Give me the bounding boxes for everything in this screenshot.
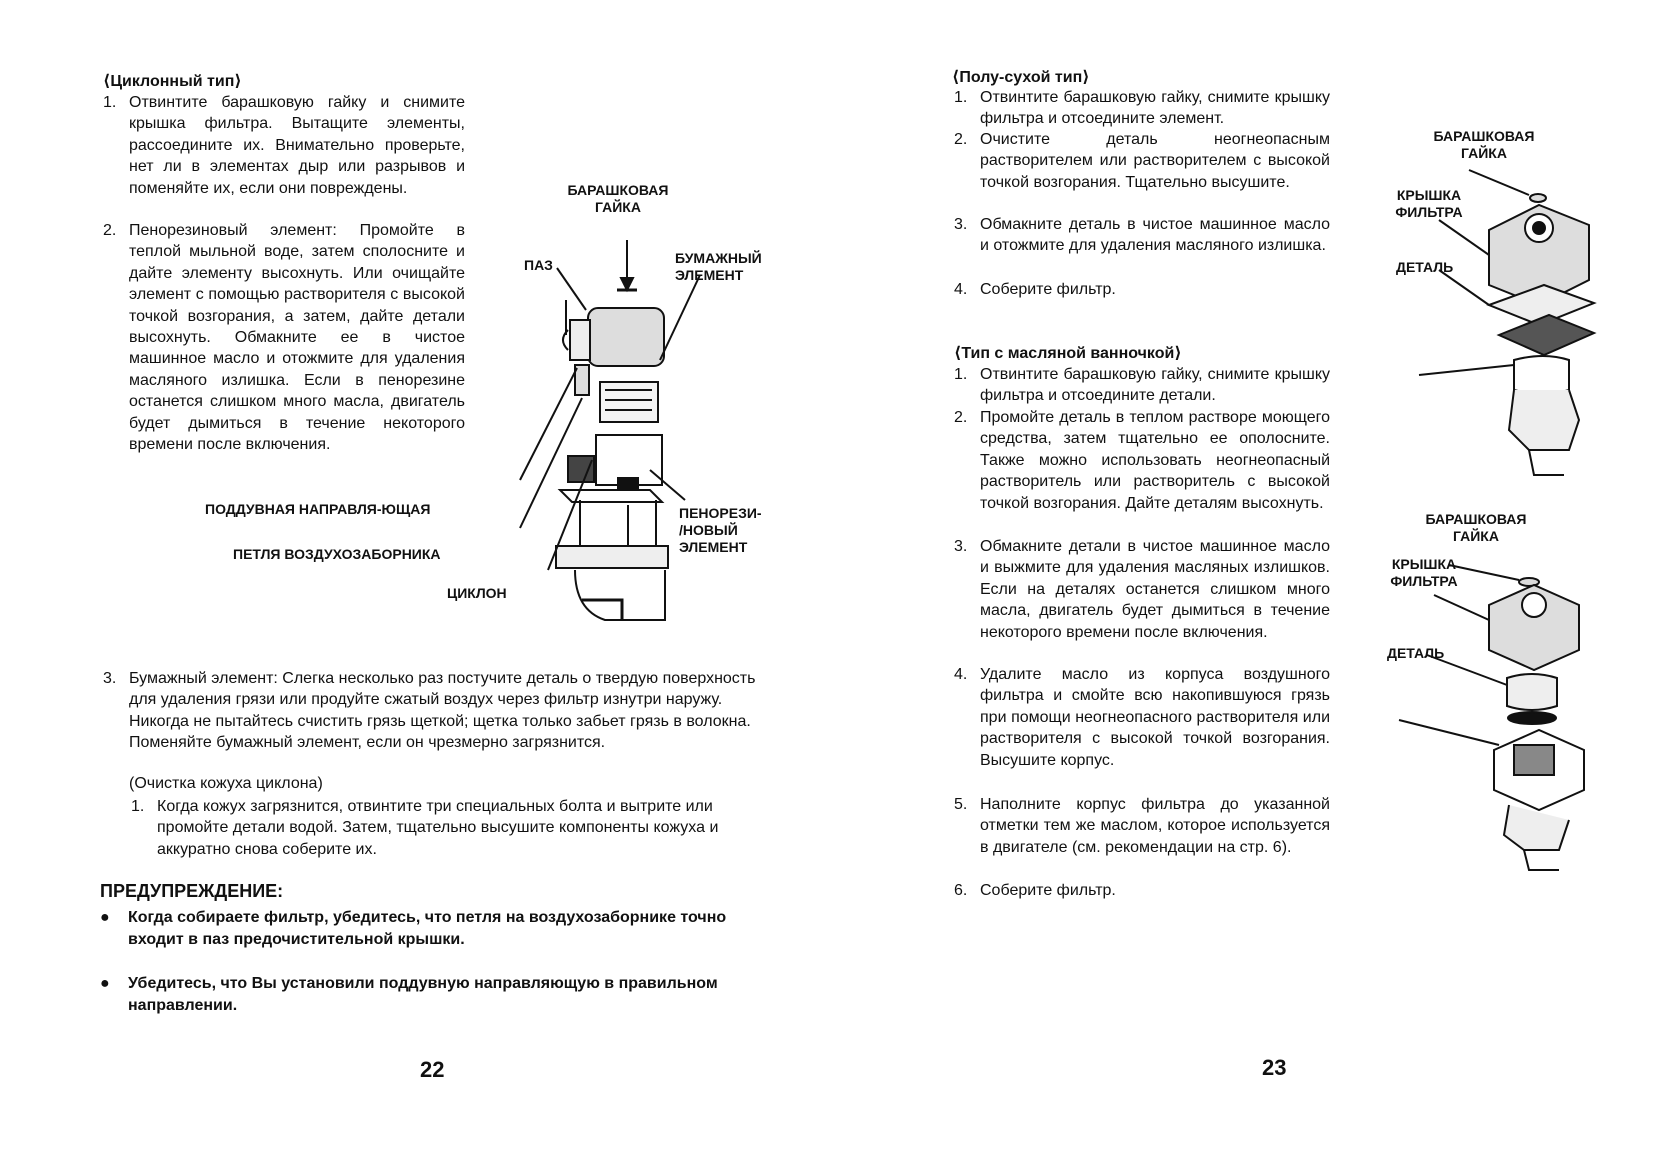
warning-item-2 (100, 973, 740, 1017)
oil-bath-item-2 (954, 407, 1330, 537)
cyclone-housing (556, 546, 668, 568)
item-text: Наполните корпус фильтра до указанной отметки тем же маслом, которое используется в двигателе (см. рекомендации на стр. 6). (980, 796, 1330, 856)
bottom-label-wing-nut: БАРАШКОВАЯ ГАЙКА (1425, 511, 1527, 544)
item-number: 4. (954, 281, 968, 298)
item-number: 2. (954, 409, 968, 426)
semi-dry-filter-diagram (1339, 120, 1669, 480)
warning-title: ПРЕДУПРЕЖДЕНИЕ: (100, 881, 284, 901)
semi-dry-item-4 (954, 279, 1330, 301)
item-number: 3. (103, 670, 117, 687)
cyclone-cleaning-heading: (Очистка кожуха циклона) (129, 775, 323, 792)
item-text: Очистите деталь неогнеопасным растворителем или растворителем с высокой точкой возгорания. Тщательно высушите. (980, 131, 1330, 191)
item-text: Бумажный элемент: Слегка несколько раз постучите деталь о твердую поверхность для удаления грязи или продуйте сжатый воздух через фильтр изнутри наружу. Никогда не пытайтесь счистить грязь щеткой; щетка только забьет грязь в волокна. Поменяйте бумажный элемент, если он чрезмерно загрязнится. (129, 670, 756, 752)
paper-leader (660, 275, 700, 360)
item-text: Обмакните детали в чистое машинное масло и выжмите для удаления масляных излишков. Если на деталях останется слишком много масла, двигатель будет дымиться в течение некоторого времени после включения. (980, 538, 1330, 641)
warning-text: Убедитесь, что Вы установили поддувную направляющую в правильном направлении. (128, 975, 718, 1014)
item-text: Отвинтите барашковую гайку, снимите крышку фильтра и отсоедините элемент. (980, 89, 1330, 128)
paper-element-shape (600, 382, 658, 422)
item-text: Когда кожух загрязнится, отвинтите три специальных болта и вытрите или промойте детали водой. Затем, тщательно высушите компоненты кожуха и аккуратно снова соберите их. (157, 798, 719, 858)
page-number-left: 22 (420, 1057, 445, 1082)
right-page (839, 0, 1678, 1174)
engine-body (1509, 390, 1579, 450)
label-cyclone: ЦИКЛОН (447, 585, 507, 601)
oil-bath-heading: ⟨Тип с масляной ванночкой⟩ (954, 345, 1182, 362)
item-text: Отвинтите барашковую гайку, снимите крышку фильтра и отсоедините детали. (980, 366, 1330, 405)
item-text: Обмакните деталь в чистое машинное масло и отожмите для удаления масляного излишка. (980, 216, 1330, 255)
oil-bath-item-6 (954, 880, 1330, 902)
item-number: 4. (954, 666, 968, 683)
item-number: 3. (954, 538, 968, 555)
item-number: 2. (103, 222, 117, 239)
item-number: 1. (954, 89, 968, 106)
oil-bath-item-1 (954, 364, 1330, 408)
warning-text: Когда собираете фильтр, убедитесь, что петля на воздухозаборнике точно входит в паз предочистительной крышки. (128, 909, 727, 948)
item-number: 5. (954, 796, 968, 813)
item-number: 6. (954, 882, 968, 899)
wing-nut-icon (1530, 194, 1546, 202)
oil-bath-item-4 (954, 664, 1330, 794)
guide-shape (568, 456, 594, 482)
oil-bath-item-3 (954, 536, 1330, 666)
cyclone-cleaning-item-1 (131, 796, 771, 866)
semi-dry-item-2 (954, 129, 1330, 217)
top-label-filter-cover: КРЫШКА ФИЛЬТРА (1395, 187, 1463, 220)
item-number: 2. (954, 131, 968, 148)
element-shape (1507, 674, 1557, 710)
semi-dry-item-1 (954, 87, 1330, 131)
cyclone-type-heading: ⟨Циклонный тип⟩ (103, 73, 242, 90)
cyclone-cover (588, 308, 664, 366)
item-text: Отвинтите барашковую гайку и снимите крышка фильтра. Вытащите элементы, рассоедините их. Внимательно проверьте, нет ли в элементах дыр или разрывов и поменяйте их, если они повреждены. (129, 94, 465, 197)
bullet-icon: ● (100, 909, 110, 926)
label-intake-loop: ПЕТЛЯ ВОЗДУХОЗАБОРНИКА (233, 546, 441, 562)
item-text: Соберите фильтр. (980, 281, 1116, 298)
item-text: Промойте деталь в теплом растворе моющего средства, затем тщательно ее ополосните. Также можно использовать неогнеопасный растворитель или растворитель с высокой точкой возгорания. Дайте деталям высохнуть. (980, 409, 1330, 512)
warning-item-1 (100, 907, 740, 973)
semi-dry-item-3 (954, 214, 1330, 280)
label-guide: ПОДДУВНАЯ НАПРАВЛЯ-ЮЩАЯ (205, 501, 431, 517)
bottom-label-element: ДЕТАЛЬ (1387, 645, 1445, 661)
label-foam-element: ПЕНОРЕЗИ- /НОВЫЙ ЭЛЕМЕНТ (679, 505, 762, 555)
bottom-label-filter-cover: КРЫШКА ФИЛЬТРА (1390, 556, 1458, 589)
groove-leader (557, 268, 586, 310)
top-label-wing-nut: БАРАШКОВАЯ ГАЙКА (1433, 128, 1535, 161)
top-label-element: ДЕТАЛЬ (1396, 259, 1454, 275)
item-number: 3. (954, 216, 968, 233)
oil-bath-item-5 (954, 794, 1330, 882)
label-groove: ПАЗ (524, 257, 553, 273)
label-wing-nut: БАРАШКОВАЯ ГАЙКА (567, 182, 669, 215)
item-text: Удалите масло из корпуса воздушного фильтра и смойте всю накопившуюся грязь при помощи неогнеопасного растворителя или растворителя с высокой точкой возгорания. Высушите корпус. (980, 666, 1330, 769)
item-text: Соберите фильтр. (980, 882, 1116, 899)
item-text: Пенорезиновый элемент: Промойте в теплой мыльной воде, затем сполосните и дайте элементу высохнуть. Или очищайте элемент с помощью растворителя с высокой точкой возгорания, а затем, дайте детали высохнуть. Обмакните ее в чистое машинное масло и отожмите для удаления масляного излишка. Если в пенорезине останется слишком много масла, двигатель будет дымиться в течение некоторого времени после включения. (129, 222, 465, 454)
item-number: 1. (131, 798, 145, 815)
cyclone-item-3 (103, 668, 775, 778)
page-number-right: 23 (1262, 1055, 1287, 1080)
item-number: 1. (103, 94, 117, 111)
bullet-icon: ● (100, 975, 110, 992)
label-paper-element: БУМАЖНЫЙ ЭЛЕМЕНТ (675, 250, 762, 283)
item-number: 1. (954, 366, 968, 383)
semi-dry-heading: ⟨Полу-сухой тип⟩ (952, 69, 1090, 86)
